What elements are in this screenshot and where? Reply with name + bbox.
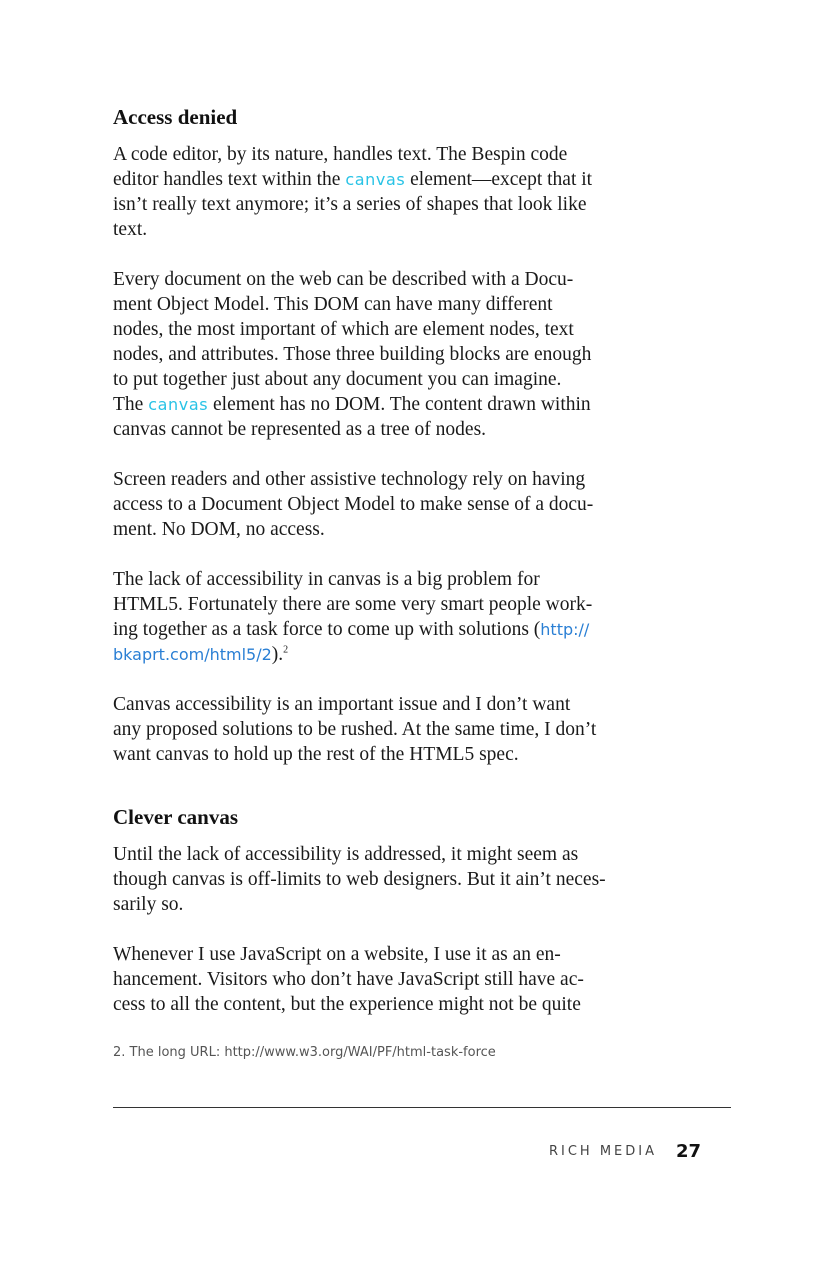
text-run: though canvas is off-limits to web designers. But it ain’t neces- xyxy=(113,869,606,890)
text-line xyxy=(113,717,673,742)
paragraph xyxy=(113,142,673,242)
text-run: element has no DOM. The content drawn within xyxy=(208,394,591,415)
paragraph xyxy=(113,692,673,767)
text-line xyxy=(113,267,673,292)
text-run: Canvas accessibility is an important issue and I don’t want xyxy=(113,694,571,715)
text-line xyxy=(113,992,673,1017)
text-line xyxy=(113,492,673,517)
text-run: to put together just about any document you can imagine. xyxy=(113,369,562,390)
code-term: canvas xyxy=(148,395,209,414)
text-run: Until the lack of accessibility is addressed, it might seem as xyxy=(113,844,579,865)
text-run: access to a Document Object Model to make sense of a docu- xyxy=(113,494,594,515)
text-run: ment Object Model. This DOM can have many different xyxy=(113,294,553,315)
text-run: want canvas to hold up the rest of the HTML5 spec. xyxy=(113,744,519,765)
text-line xyxy=(113,192,673,217)
text-run: sarily so. xyxy=(113,894,184,915)
text-run: editor handles text within the xyxy=(113,169,346,190)
text-line xyxy=(113,392,673,417)
paragraph xyxy=(113,567,673,667)
text-line xyxy=(113,142,673,167)
text-run: text. xyxy=(113,219,148,240)
footer-rule xyxy=(113,1107,731,1108)
text-line xyxy=(113,317,673,342)
text-line xyxy=(113,592,673,617)
footnote: 2. The long URL: http://www.w3.org/WAI/PF/html-task-force xyxy=(113,1045,496,1060)
text-run: canvas cannot be represented as a tree of nodes. xyxy=(113,419,487,440)
text-run: element—except that it xyxy=(405,169,593,190)
text-line xyxy=(113,842,673,867)
footnote-marker: 2 xyxy=(283,644,289,656)
text-line xyxy=(113,367,673,392)
text-run: nodes, and attributes. Those three building blocks are enough xyxy=(113,344,592,365)
text-run: any proposed solutions to be rushed. At the same time, I don’t xyxy=(113,719,597,740)
url-link[interactable]: http:// xyxy=(540,620,590,639)
text-line xyxy=(113,167,673,192)
text-line xyxy=(113,617,673,642)
text-line xyxy=(113,217,673,242)
paragraph xyxy=(113,842,673,917)
text-run: Whenever I use JavaScript on a website, I use it as an en- xyxy=(113,944,561,965)
text-line xyxy=(113,642,673,667)
text-line xyxy=(113,867,673,892)
text-line xyxy=(113,692,673,717)
paragraph xyxy=(113,267,673,442)
text-line xyxy=(113,467,673,492)
text-line xyxy=(113,942,673,967)
text-line xyxy=(113,742,673,767)
text-run: hancement. Visitors who don’t have JavaScript still have ac- xyxy=(113,969,584,990)
text-run: nodes, the most important of which are element nodes, text xyxy=(113,319,574,340)
text-line xyxy=(113,567,673,592)
url-link[interactable]: bkaprt.com/html5/2 xyxy=(113,645,272,664)
text-run: ing together as a task force to come up with solutions ( xyxy=(113,619,541,640)
text-run: The xyxy=(113,394,149,415)
text-run: HTML5. Fortunately there are some very smart people work- xyxy=(113,594,593,615)
running-head: RICH MEDIA xyxy=(548,1144,657,1159)
text-line xyxy=(113,517,673,542)
code-term: canvas xyxy=(345,170,406,189)
paragraph xyxy=(113,942,673,1017)
text-line xyxy=(113,292,673,317)
text-run: The lack of accessibility in canvas is a big problem for xyxy=(113,569,540,590)
page-number: 27 xyxy=(676,1141,702,1162)
text-run: A code editor, by its nature, handles text. The Bespin code xyxy=(113,144,568,165)
text-run: ment. No DOM, no access. xyxy=(113,519,325,540)
text-run: Every document on the web can be described with a Docu- xyxy=(113,269,574,290)
section-heading-access-denied: Access denied xyxy=(113,105,238,129)
text-line xyxy=(113,967,673,992)
text-line xyxy=(113,342,673,367)
text-run: cess to all the content, but the experience might not be quite xyxy=(113,994,581,1015)
text-run: isn’t really text anymore; it’s a series of shapes that look like xyxy=(113,194,587,215)
paragraph xyxy=(113,467,673,542)
text-line xyxy=(113,417,673,442)
text-line xyxy=(113,892,673,917)
text-run: Screen readers and other assistive technology rely on having xyxy=(113,469,586,490)
section-heading-clever-canvas: Clever canvas xyxy=(113,805,239,829)
text-run: ). xyxy=(271,644,284,665)
